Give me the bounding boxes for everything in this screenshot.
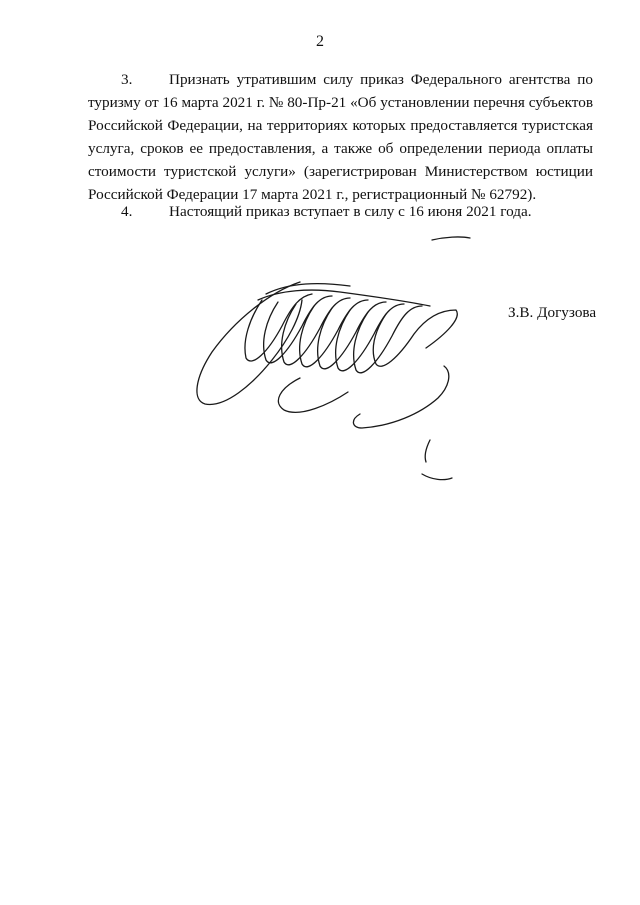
signer-name: З.В. Догузова xyxy=(508,304,597,321)
item-text: Настоящий приказ вступает в силу с 16 июня 2021 года. xyxy=(169,203,532,220)
paragraph-item-4 xyxy=(88,200,593,223)
item-number: 3. xyxy=(121,71,133,88)
page-number: 2 xyxy=(316,33,324,50)
item-number: 4. xyxy=(121,203,133,220)
paragraph-item-3 xyxy=(88,68,593,206)
item-text: Признать утратившим силу приказ Федерального агентства по туризму от 16 марта 2021 г. № 80-Пр-21 «Об установлении перечня субъектов Российской Федерации, на территориях которых предоставляется туристская услуга, сроков ее предоставления, а также об определении периода оплаты стоимости туристской услуги» (зарегистрирован Министерством юстиции Российской Федерации 17 марта 2021 г., регистрационный № 62792). xyxy=(88,71,593,203)
